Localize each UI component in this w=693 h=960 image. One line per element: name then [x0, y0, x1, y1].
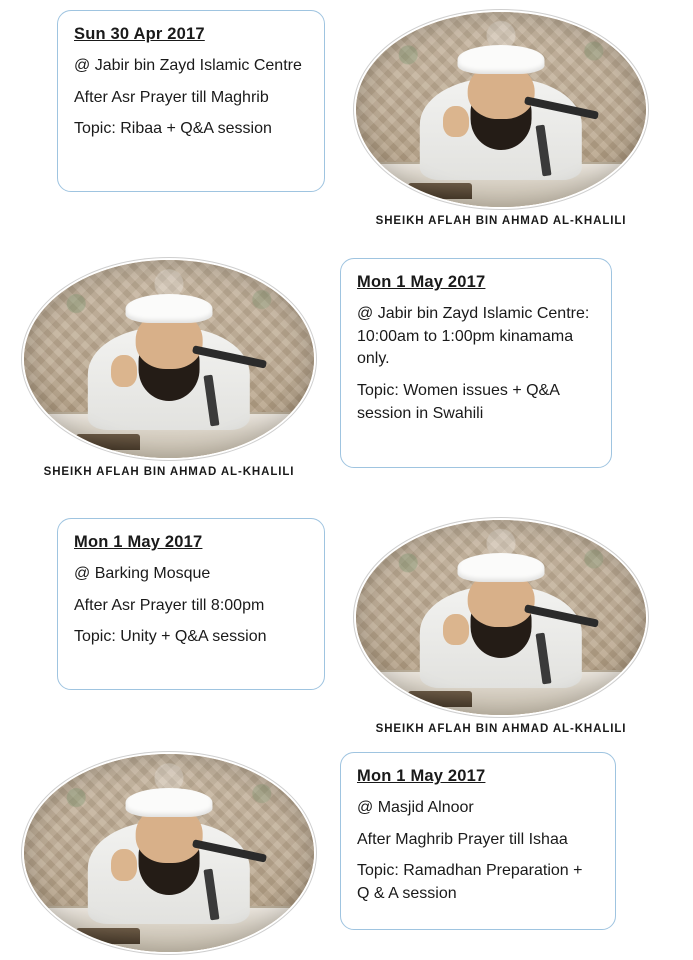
event-detail-time-4: After Maghrib Prayer till Ishaa [357, 830, 568, 848]
event-row-4 [0, 752, 693, 954]
photo-vignette-2 [24, 260, 314, 458]
event-date-4: Mon 1 May 2017 [357, 767, 486, 785]
event-card-2 [340, 258, 612, 468]
speaker-photo-block-3 [354, 518, 648, 735]
event-detail-venue-4: @ Masjid Alnoor [357, 799, 474, 816]
event-detail-venue-1: @ Jabir bin Zayd Islamic Centre [74, 57, 302, 74]
photo-vignette-3 [356, 520, 646, 715]
speaker-photo-4 [22, 752, 316, 954]
speaker-photo-1 [354, 10, 648, 209]
event-card-3 [57, 518, 325, 690]
event-detail-topic-1: Topic: Ribaa + Q&A session [74, 120, 272, 138]
event-detail-time-1: After Asr Prayer till Maghrib [74, 88, 269, 106]
event-date-1: Sun 30 Apr 2017 [74, 25, 205, 43]
speaker-caption-1: SHEIKH AFLAH BIN AHMAD AL-KHALILI [375, 215, 627, 227]
event-row-1 [0, 10, 693, 227]
event-card-4 [340, 752, 616, 930]
event-date-2: Mon 1 May 2017 [357, 273, 486, 291]
speaker-photo-block-4 [22, 752, 316, 954]
event-card-1 [57, 10, 325, 192]
speaker-photo-2 [22, 258, 316, 460]
event-detail-topic-2: Topic: Women issues + Q&A session in Swahili [357, 382, 560, 422]
speaker-photo-block-2 [22, 258, 316, 478]
speaker-photo-block-1 [354, 10, 648, 227]
event-detail-time-3: After Asr Prayer till 8:00pm [74, 596, 265, 614]
speaker-caption-3: SHEIKH AFLAH BIN AHMAD AL-KHALILI [375, 723, 627, 735]
event-row-3 [0, 518, 693, 735]
speaker-photo-3 [354, 518, 648, 717]
event-detail-venue-2: @ Jabir bin Zayd Islamic Centre: 10:00am to 1:00pm kinamama only. [357, 305, 590, 368]
event-row-2 [0, 258, 693, 478]
event-detail-venue-3: @ Barking Mosque [74, 565, 211, 582]
photo-vignette-4 [24, 754, 314, 952]
photo-vignette-1 [356, 12, 646, 207]
event-detail-topic-3: Topic: Unity + Q&A session [74, 628, 267, 646]
event-date-3: Mon 1 May 2017 [74, 533, 203, 551]
event-detail-topic-4: Topic: Ramadhan Preparation + Q & A session [357, 862, 583, 903]
speaker-caption-2: SHEIKH AFLAH BIN AHMAD AL-KHALILI [43, 466, 295, 478]
